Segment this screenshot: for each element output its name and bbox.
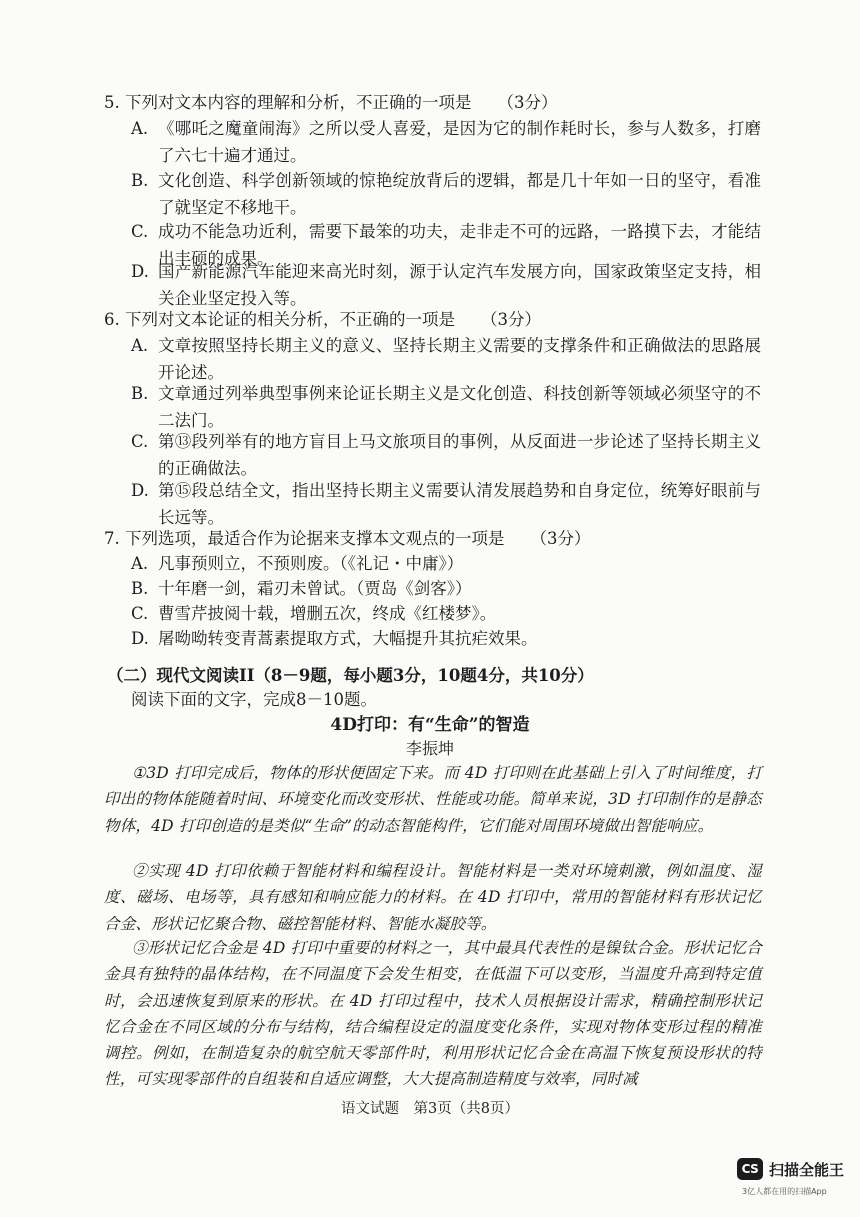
option-label: B.	[131, 579, 149, 598]
scanner-watermark	[737, 1158, 844, 1180]
option-text: 屠呦呦转变青蒿素提取方式，大幅提升其抗疟效果。	[158, 629, 538, 648]
option-text: 成功不能急功近利，需要下最笨的功夫，走非走不可的远路，一路摸下去，才能结出丰硕的成果。	[158, 222, 761, 268]
question-5-stem	[104, 90, 558, 116]
section-heading: （二）现代文阅读II（8－9题，每小题3分，10题4分，共10分）	[107, 666, 594, 685]
question-7-stem	[104, 526, 591, 552]
option-text: 凡事预则立，不预则废。（《礼记・中庸》）	[158, 554, 464, 573]
watermark-tagline: 3亿人都在用的扫描App	[742, 1187, 827, 1196]
question-5-points: （3分）	[497, 93, 558, 112]
option-text: 文章按照坚持长期主义的意义、坚持长期主义需要的支撑条件和正确做法的思路展开论述。	[158, 336, 761, 382]
cs-logo-icon: CS	[737, 1158, 763, 1180]
question-7-option-a	[131, 551, 761, 578]
option-text: 第⑬段列举有的地方盲目上马文旅项目的事例，从反面进一步论述了坚持长期主义的正确做法。	[158, 432, 761, 478]
option-text: 十年磨一剑，霜刃未曾试。（贾岛《剑客》）	[158, 579, 472, 598]
article-paragraph-1: ①3D 打印完成后，物体的形状便固定下来。而 4D 打印则在此基础上引入了时间维度，打印出的物体能随着时间、环境变化而改变形状、性能或功能。简单来说，3D 打印制作的是静态物体，4D 打印创造的是类似“生命”的动态智能构件，它们能对周围环境做出智能响应。	[104, 764, 762, 835]
page-footer: 语文试题 第3页（共8页）	[341, 1101, 519, 1117]
question-5-option-b	[131, 168, 761, 221]
question-5-option-a	[131, 116, 761, 169]
option-label: A.	[131, 554, 149, 573]
option-label: A.	[131, 336, 149, 355]
option-text: 曹雪芹披阅十载，增删五次，终成《红楼梦》。	[158, 604, 497, 623]
question-6-stem	[104, 307, 541, 333]
option-text: 国产新能源汽车能迎来高光时刻，源于认定汽车发展方向，国家政策坚定支持，相关企业坚定投入等。	[158, 262, 761, 308]
question-7-option-b	[131, 576, 761, 603]
question-6-text: 6. 下列对文本论证的相关分析，不正确的一项是	[104, 310, 455, 329]
question-7-option-c	[131, 601, 761, 628]
option-label: D.	[131, 262, 149, 281]
option-text: 第⑮段总结全文，指出坚持长期主义需要认清发展趋势和自身定位，统筹好眼前与长远等。	[158, 481, 761, 527]
option-label: D.	[131, 481, 149, 500]
option-label: B.	[131, 384, 149, 403]
option-label: C.	[131, 222, 149, 241]
option-text: 文化创造、科学创新领域的惊艳绽放背后的逻辑，都是几十年如一日的坚守，看准了就坚定不移地干。	[158, 171, 761, 217]
article-paragraph-3: ③形状记忆合金是 4D 打印中重要的材料之一，其中最具代表性的是镍钛合金。形状记忆合金具有独特的晶体结构，在不同温度下会发生相变，在低温下可以变形，当温度升高到特定值时，会迅速恢复到原来的形状。在 4D 打印过程中，技术人员根据设计需求，精确控制形状记忆合金在不同区域的分布与结构，结合编程设定的温度变化条件，实现对物体变形过程的精准调控。例如，在制造复杂的航空航天零部件时，利用形状记忆合金在高温下恢复预设形状的特性，可实现零部件的自组装和自适应调整，大大提高制造精度与效率，同时减	[104, 939, 762, 1089]
question-6-points: （3分）	[481, 310, 541, 329]
option-label: C.	[131, 604, 149, 623]
article-title: 4D打印：有“生命”的智造	[330, 715, 530, 735]
question-7-text: 7. 下列选项，最适合作为论据来支撑本文观点的一项是	[104, 529, 505, 548]
option-text: 《哪吒之魔童闹海》之所以受人喜爱，是因为它的制作耗时长，参与人数多，打磨了六七十遍才通过。	[158, 119, 761, 165]
question-7-option-d	[131, 626, 761, 653]
watermark-name: 扫描全能王	[769, 1160, 845, 1179]
question-6-option-d	[131, 478, 761, 531]
question-6-option-c	[131, 429, 761, 482]
option-label: D.	[131, 629, 149, 648]
question-7-points: （3分）	[530, 529, 591, 548]
question-6-option-b	[131, 381, 761, 434]
option-label: B.	[131, 171, 149, 190]
article-author: 李振坤	[405, 739, 454, 758]
question-6-option-a	[131, 333, 761, 386]
option-label: A.	[131, 119, 149, 138]
section-instruction: 阅读下面的文字，完成8－10题。	[131, 690, 377, 709]
option-label: C.	[131, 432, 149, 451]
question-5-text: 5. 下列对文本内容的理解和分析，不正确的一项是	[104, 93, 472, 112]
question-5-option-d	[131, 259, 761, 312]
option-text: 文章通过列举典型事例来论证长期主义是文化创造、科技创新等领域必须坚守的不二法门。	[158, 384, 761, 430]
article-paragraph-2: ②实现 4D 打印依赖于智能材料和编程设计。智能材料是一类对环境刺激，例如温度、湿度、磁场、电场等，具有感知和响应能力的材料。在 4D 打印中，常用的智能材料有形状记忆合金、形状记忆聚合物、磁控智能材料、智能水凝胶等。	[104, 862, 762, 933]
